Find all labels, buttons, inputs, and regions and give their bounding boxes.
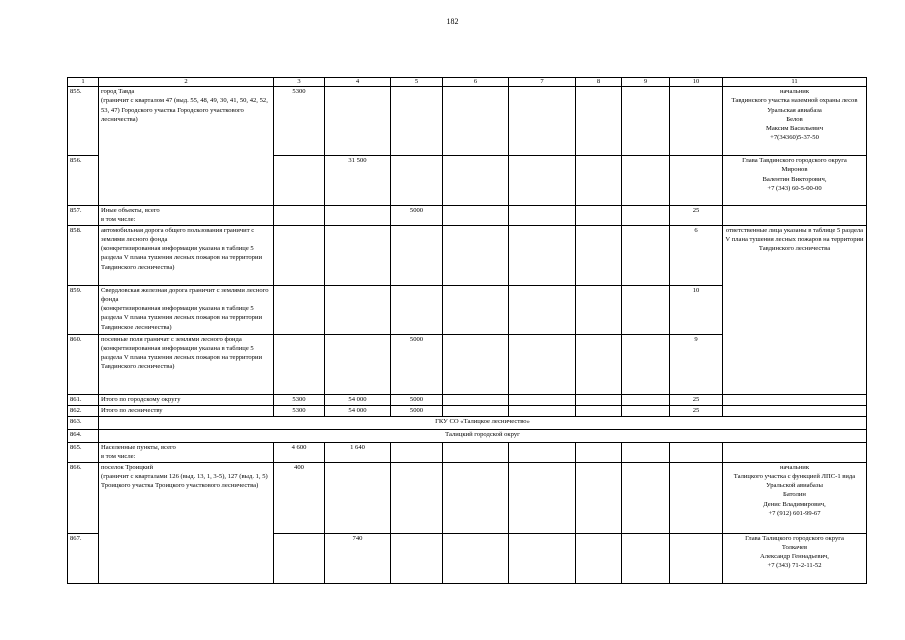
object-name: Итого по лесничеству bbox=[99, 405, 274, 416]
value-cell bbox=[443, 87, 509, 156]
row-number: 858. bbox=[68, 225, 99, 285]
object-name: посевные поля граничат с землями лесного фонда (конкретизированная информация указана в таблице 5 раздела V плана тушения лесных пожаров на территории Тавдинского лесничества) bbox=[99, 334, 274, 394]
row-number: 867. bbox=[68, 533, 99, 583]
header-cell: 6 bbox=[443, 78, 509, 87]
value-cell: 5300 bbox=[274, 394, 325, 405]
value-cell: 5000 bbox=[391, 405, 443, 416]
header-cell: 8 bbox=[576, 78, 622, 87]
value-cell: 54 000 bbox=[325, 394, 391, 405]
value-cell bbox=[443, 533, 509, 583]
value-cell bbox=[443, 156, 509, 206]
value-cell: 31 500 bbox=[325, 156, 391, 206]
value-cell bbox=[509, 285, 576, 334]
fire-plan-table bbox=[67, 77, 867, 584]
row-number: 856. bbox=[68, 156, 99, 206]
value-cell bbox=[723, 206, 867, 226]
value-cell bbox=[509, 206, 576, 226]
value-cell bbox=[391, 87, 443, 156]
value-cell bbox=[622, 206, 670, 226]
value-cell bbox=[622, 394, 670, 405]
value-cell bbox=[391, 442, 443, 462]
value-cell: 25 bbox=[670, 394, 723, 405]
value-cell: 5000 bbox=[391, 206, 443, 226]
page-number: 182 bbox=[446, 17, 459, 26]
value-cell bbox=[670, 87, 723, 156]
row-number: 866. bbox=[68, 462, 99, 533]
value-cell bbox=[622, 442, 670, 462]
value-cell bbox=[576, 405, 622, 416]
value-cell: 1 640 bbox=[325, 442, 391, 462]
row-number: 863. bbox=[68, 416, 99, 429]
value-cell: 5300 bbox=[274, 87, 325, 156]
value-cell bbox=[509, 462, 576, 533]
value-cell bbox=[576, 285, 622, 334]
row-number: 855. bbox=[68, 87, 99, 156]
value-cell bbox=[509, 442, 576, 462]
value-cell bbox=[443, 334, 509, 394]
table-row bbox=[68, 206, 867, 226]
value-cell bbox=[509, 225, 576, 285]
value-cell bbox=[443, 285, 509, 334]
value-cell bbox=[325, 334, 391, 394]
value-cell bbox=[274, 206, 325, 226]
value-cell bbox=[391, 285, 443, 334]
value-cell: 400 bbox=[274, 462, 325, 533]
header-cell: 11 bbox=[723, 78, 867, 87]
value-cell bbox=[622, 462, 670, 533]
table-row bbox=[68, 405, 867, 416]
value-cell: 6 bbox=[670, 225, 723, 285]
value-cell bbox=[391, 156, 443, 206]
responsible-contact: начальник Тавдинского участка наземной охраны лесов Уральская авиабаза Белов Максим Васильевич +7(34360)5-37-50 bbox=[723, 87, 867, 156]
value-cell bbox=[670, 156, 723, 206]
responsible-contact: ответственные лица указаны в таблице 5 раздела V плана тушения лесных пожаров на территории Тавдинского лесничества bbox=[723, 225, 867, 394]
object-name: Населенные пункты, всего в том числе: bbox=[99, 442, 274, 462]
value-cell bbox=[622, 156, 670, 206]
value-cell: 10 bbox=[670, 285, 723, 334]
value-cell bbox=[325, 206, 391, 226]
row-number: 861. bbox=[68, 394, 99, 405]
object-name: Иные объекты, всего в том числе: bbox=[99, 206, 274, 226]
row-number: 857. bbox=[68, 206, 99, 226]
value-cell bbox=[723, 442, 867, 462]
value-cell bbox=[325, 87, 391, 156]
table-row bbox=[68, 416, 867, 429]
value-cell bbox=[670, 462, 723, 533]
value-cell bbox=[391, 225, 443, 285]
value-cell bbox=[509, 87, 576, 156]
row-number: 860. bbox=[68, 334, 99, 394]
value-cell bbox=[509, 334, 576, 394]
value-cell bbox=[443, 462, 509, 533]
value-cell bbox=[391, 533, 443, 583]
header-cell: 2 bbox=[99, 78, 274, 87]
row-number: 862. bbox=[68, 405, 99, 416]
table-row bbox=[68, 394, 867, 405]
value-cell bbox=[576, 394, 622, 405]
object-name: Свердловская железная дорога граничит с землями лесного фонда (конкретизированная информация указана в таблице 5 раздела V плана тушения лесных пожаров на территории Тавдинское лесничества) bbox=[99, 285, 274, 334]
value-cell bbox=[622, 285, 670, 334]
value-cell: 740 bbox=[325, 533, 391, 583]
section-heading: Талицкий городской округ bbox=[99, 429, 867, 442]
value-cell: 54 000 bbox=[325, 405, 391, 416]
value-cell bbox=[443, 442, 509, 462]
responsible-contact: Глава Тавдинского городского округа Миронов Валентин Викторович, +7 (343) 60-5-00-00 bbox=[723, 156, 867, 206]
value-cell: 25 bbox=[670, 405, 723, 416]
value-cell bbox=[443, 394, 509, 405]
value-cell bbox=[443, 206, 509, 226]
value-cell bbox=[576, 156, 622, 206]
value-cell bbox=[576, 533, 622, 583]
header-cell: 4 bbox=[325, 78, 391, 87]
value-cell bbox=[443, 225, 509, 285]
table-row bbox=[68, 429, 867, 442]
value-cell: 4 600 bbox=[274, 442, 325, 462]
value-cell bbox=[325, 462, 391, 533]
value-cell bbox=[274, 225, 325, 285]
value-cell bbox=[622, 405, 670, 416]
value-cell bbox=[509, 394, 576, 405]
responsible-contact: начальник Талицкого участка с функцией ЛПС-1 вида Уральской авиабазы Батолин Денис Владимирович, +7 (912) 601-99-67 bbox=[723, 462, 867, 533]
object-name: Итого по городскому округу bbox=[99, 394, 274, 405]
value-cell: 9 bbox=[670, 334, 723, 394]
responsible-contact: Глава Талицкого городского округа Толкачев Александр Геннадьевич, +7 (343) 71-2-11-52 bbox=[723, 533, 867, 583]
row-number: 864. bbox=[68, 429, 99, 442]
value-cell bbox=[622, 533, 670, 583]
value-cell bbox=[274, 156, 325, 206]
value-cell: 25 bbox=[670, 206, 723, 226]
value-cell bbox=[723, 394, 867, 405]
value-cell bbox=[576, 206, 622, 226]
value-cell bbox=[443, 405, 509, 416]
value-cell bbox=[391, 462, 443, 533]
value-cell bbox=[670, 533, 723, 583]
object-name: город Тавда (граничит с кварталом 47 (выд. 55, 48, 49, 30, 41, 50, 42, 52, 53, 47) Городского участка Городского участкового лесничества) bbox=[99, 87, 274, 206]
value-cell bbox=[723, 405, 867, 416]
value-cell bbox=[576, 334, 622, 394]
value-cell bbox=[509, 405, 576, 416]
header-cell: 5 bbox=[391, 78, 443, 87]
table-row bbox=[68, 225, 867, 285]
section-heading: ГКУ СО «Талицкое лесничество» bbox=[99, 416, 867, 429]
table-row bbox=[68, 462, 867, 533]
value-cell bbox=[576, 87, 622, 156]
value-cell bbox=[576, 442, 622, 462]
value-cell: 5300 bbox=[274, 405, 325, 416]
value-cell bbox=[670, 442, 723, 462]
value-cell bbox=[509, 156, 576, 206]
value-cell bbox=[325, 285, 391, 334]
header-cell: 3 bbox=[274, 78, 325, 87]
header-cell: 9 bbox=[622, 78, 670, 87]
value-cell: 5000 bbox=[391, 334, 443, 394]
value-cell bbox=[622, 87, 670, 156]
header-cell: 7 bbox=[509, 78, 576, 87]
value-cell bbox=[274, 285, 325, 334]
header-cell: 10 bbox=[670, 78, 723, 87]
value-cell bbox=[622, 225, 670, 285]
value-cell: 5000 bbox=[391, 394, 443, 405]
value-cell bbox=[622, 334, 670, 394]
value-cell bbox=[576, 225, 622, 285]
header-cell: 1 bbox=[68, 78, 99, 87]
value-cell bbox=[509, 533, 576, 583]
object-name: поселок Троицкий (граничит с кварталами 126 (выд. 13, 1, 3-5), 127 (выд. 1, 5) Троицкого участка Троицкого участкового лесничества) bbox=[99, 462, 274, 583]
header-row bbox=[68, 78, 867, 87]
value-cell bbox=[274, 334, 325, 394]
row-number: 859. bbox=[68, 285, 99, 334]
table-row bbox=[68, 87, 867, 156]
value-cell bbox=[576, 462, 622, 533]
value-cell bbox=[325, 225, 391, 285]
table-row bbox=[68, 442, 867, 462]
value-cell bbox=[274, 533, 325, 583]
row-number: 865. bbox=[68, 442, 99, 462]
object-name: автомобильная дорога общего пользования граничит с землями лесного фонда (конкретизированная информация указана в таблице 5 раздела V плана тушения лесных пожаров на территории Тавдинского лесничества) bbox=[99, 225, 274, 285]
